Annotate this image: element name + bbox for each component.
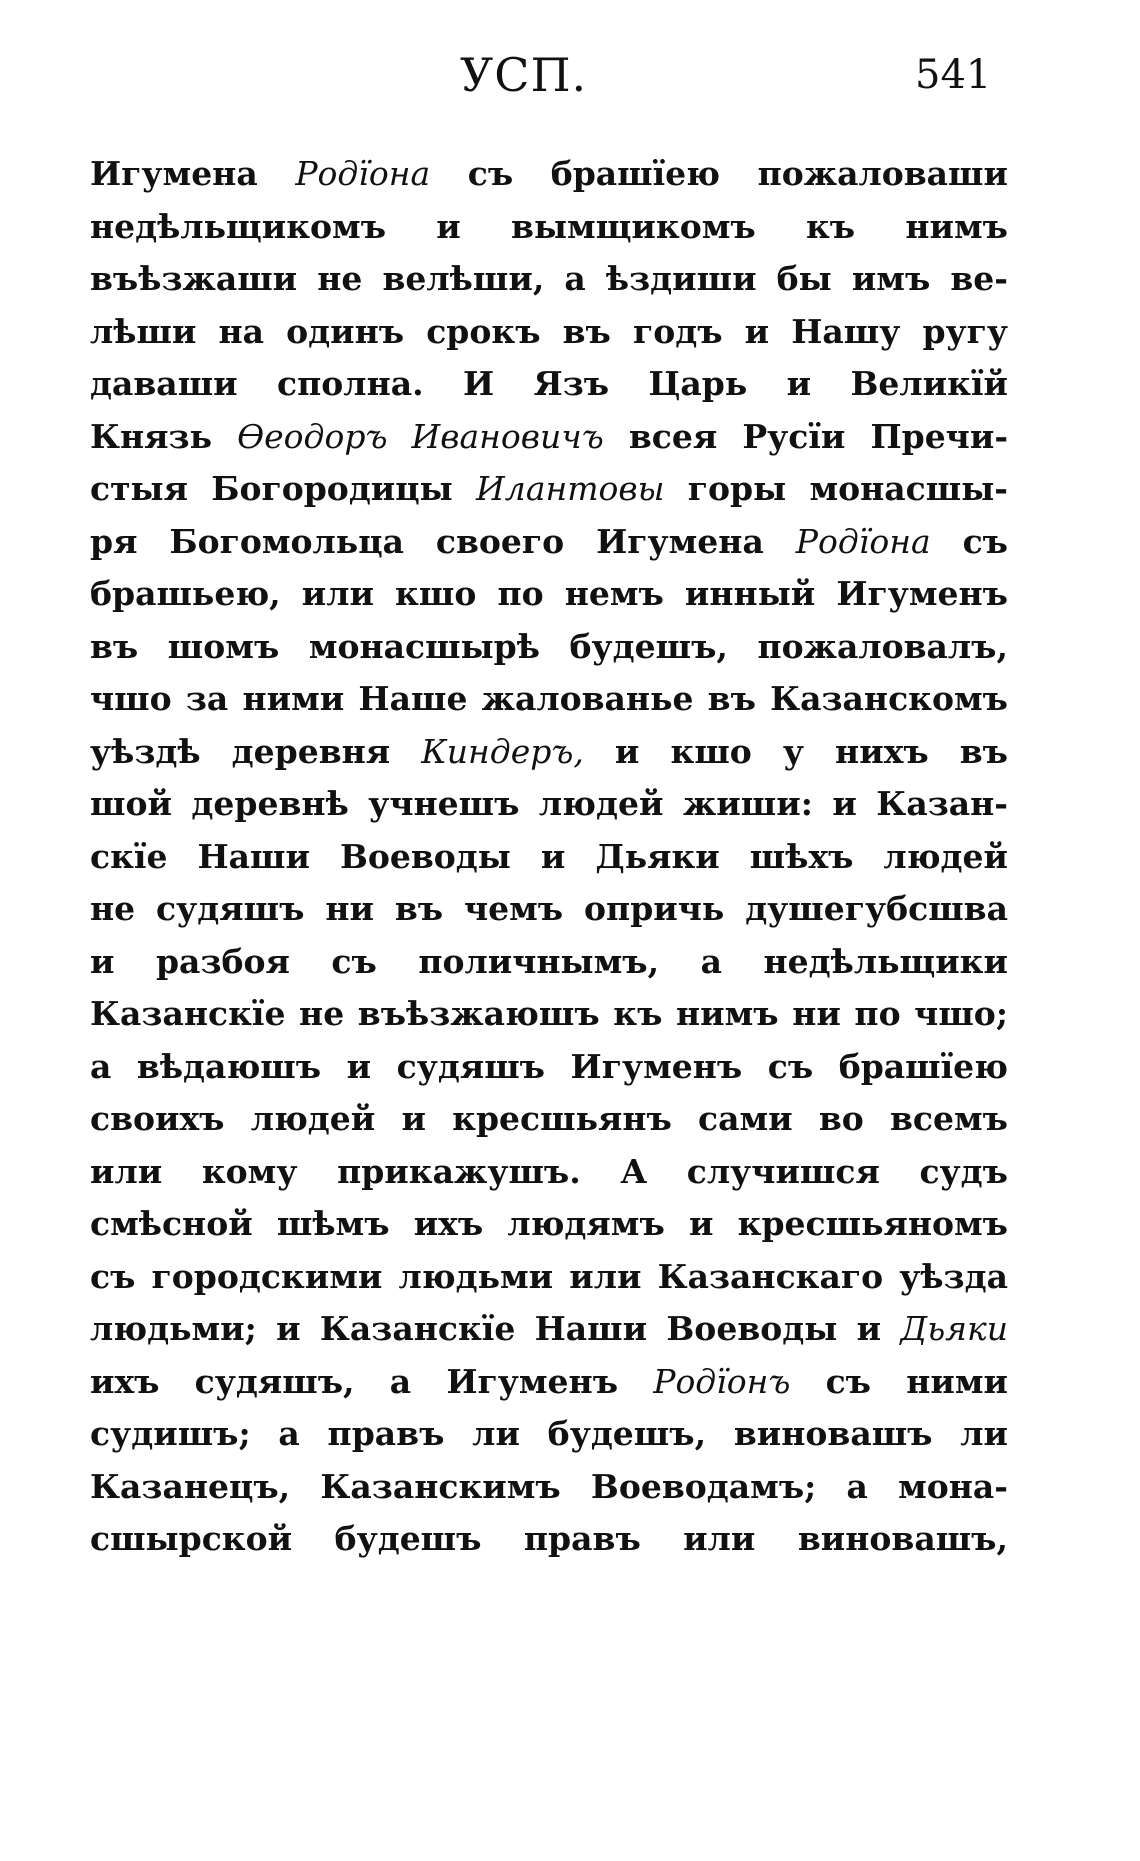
text-line <box>90 831 1008 884</box>
text-segment: уѣздѣ деревня <box>90 731 422 771</box>
text-segment: всея Русїи Пречи- <box>603 416 1008 456</box>
text-line <box>90 1251 1008 1304</box>
text-segment: чшо за ними Наше жалованье въ Казанскомъ <box>90 679 1008 718</box>
text-line <box>90 1198 1008 1251</box>
text-line <box>90 1146 1008 1199</box>
text-segment: лѣши на одинъ срокъ въ годъ и Нашу ругу <box>90 311 1008 351</box>
text-line <box>90 1303 1008 1356</box>
text-segment: ря Богомольца своего Игумена <box>90 521 796 561</box>
text-segment: ихъ судяшъ, а Игуменъ <box>90 1361 654 1401</box>
italic-name: Илантовы <box>476 469 665 508</box>
text-segment: не судяшъ ни въ чемъ опричь душегубсшва <box>90 889 1008 928</box>
text-segment: Игумена <box>90 154 296 193</box>
text-segment: а вѣдаюшъ и судяшъ Игуменъ съ брашїею <box>90 1046 1008 1086</box>
text-segment: Казанецъ, Казанскимъ Воеводамъ; а мона- <box>90 1466 1008 1506</box>
text-segment: своихъ людей и кресшьянъ сами во всемъ <box>90 1099 1008 1138</box>
text-segment: съ брашїею пожаловаши <box>430 154 1008 193</box>
text-line <box>90 988 1008 1041</box>
text-segment: въ шомъ монасшырѣ будешъ, пожаловалъ, <box>90 626 1008 666</box>
page-number: 541 <box>915 52 992 98</box>
text-line <box>90 568 1008 621</box>
text-line <box>90 358 1008 411</box>
text-line <box>90 726 1008 779</box>
text-segment: Казанскїе не въѣзжаюшъ къ нимъ ни по чшо; <box>90 994 1008 1033</box>
body-text <box>90 148 1008 1566</box>
text-line <box>90 148 1008 201</box>
text-segment: съ городскими людьми или Казанскаго уѣзда <box>90 1256 1008 1296</box>
running-head-title: УСП. <box>460 48 588 102</box>
text-line <box>90 778 1008 831</box>
text-line <box>90 883 1008 936</box>
text-line <box>90 1093 1008 1146</box>
italic-name: Родїонъ <box>653 1361 791 1401</box>
running-head <box>0 48 1140 118</box>
text-line <box>90 621 1008 674</box>
italic-name: Киндеръ, <box>421 731 584 771</box>
text-line <box>90 306 1008 359</box>
text-line <box>90 1356 1008 1409</box>
text-segment: шой деревнѣ учнешъ людей жиши: и Казан- <box>90 784 1008 823</box>
text-segment: горы монасшы- <box>664 469 1008 508</box>
text-segment: и разбоя съ поличнымъ, а недѣльщики <box>90 941 1008 981</box>
text-line <box>90 516 1008 569</box>
italic-name: Өеодоръ Ивановичъ <box>237 416 604 456</box>
italic-name: Дьяки <box>900 1309 1008 1348</box>
text-segment: смѣсной шѣмъ ихъ людямъ и кресшьяномъ <box>90 1204 1008 1243</box>
italic-name: Родїона <box>295 154 431 193</box>
text-segment: людьми; и Казанскїе Наши Воеводы и <box>90 1309 901 1348</box>
text-segment: судишъ; а правъ ли будешъ, виновашъ ли <box>90 1414 1008 1453</box>
text-segment: брашьею, или кшо по немъ инный Игуменъ <box>90 574 1008 613</box>
text-segment: и кшо у нихъ въ <box>583 731 1008 771</box>
text-segment: сшырской будешъ правъ или виновашъ, <box>90 1519 1008 1558</box>
text-line <box>90 1041 1008 1094</box>
text-line <box>90 1513 1008 1566</box>
text-line <box>90 1461 1008 1514</box>
text-segment: съ ними <box>790 1361 1008 1401</box>
text-line <box>90 253 1008 306</box>
text-segment: Князь <box>90 416 238 456</box>
text-segment: недѣльщикомъ и вымщикомъ къ нимъ <box>90 206 1008 246</box>
text-segment: съ <box>930 521 1008 561</box>
text-segment: стыя Богородицы <box>90 469 477 508</box>
text-segment: даваши сполна. И Язъ Царь и Великїй <box>90 364 1008 403</box>
text-line <box>90 201 1008 254</box>
italic-name: Родїона <box>795 521 931 561</box>
text-line <box>90 936 1008 989</box>
text-segment: скїе Наши Воеводы и Дьяки шѣхъ людей <box>90 836 1008 876</box>
text-segment: въѣзжаши не велѣши, а ѣздиши бы имъ ве- <box>90 259 1008 298</box>
text-segment: или кому прикажушъ. А случишся судъ <box>90 1151 1008 1191</box>
text-line <box>90 673 1008 726</box>
text-line <box>90 463 1008 516</box>
text-line <box>90 411 1008 464</box>
text-line <box>90 1408 1008 1461</box>
